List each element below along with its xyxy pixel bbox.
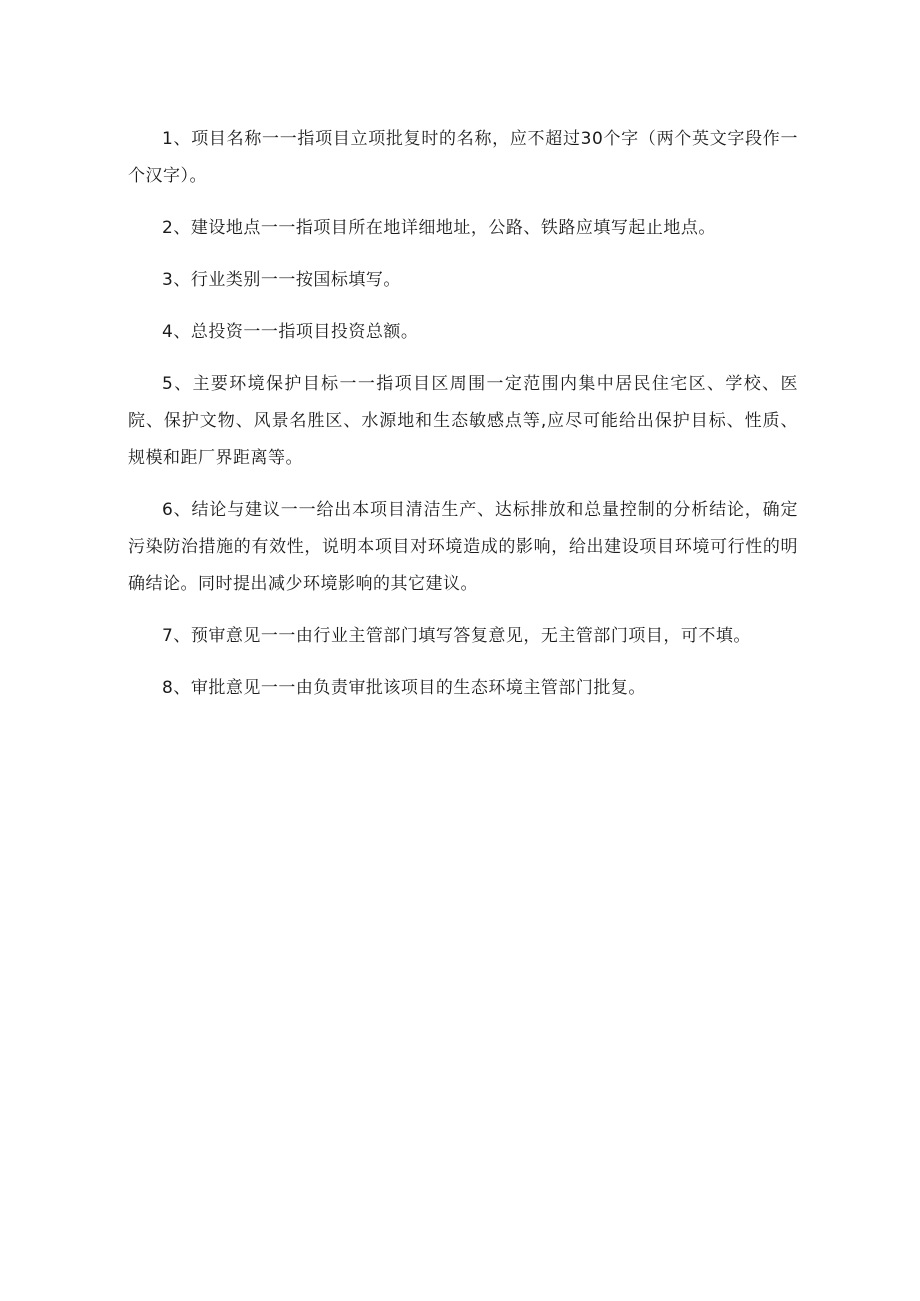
instruction-item-8: 8、审批意见一一由负责审批该项目的生态环境主管部门批复。	[162, 678, 646, 698]
instruction-item-2: 2、建设地点一一指项目所在地详细地址，公路、铁路应填写起止地点。	[162, 218, 716, 238]
instruction-item-7: 7、预审意见一一由行业主管部门填写答复意见，无主管部门项目，可不填。	[162, 626, 751, 646]
instruction-item-5: 5、主要环境保护目标一一指项目区周围一定范围内集中居民住宅区、学校、医院、保护文物、风景名胜区、水源地和生态敏感点等,应尽可能给出保护目标、性质、规模和距厂界距离等。	[128, 374, 798, 468]
instruction-item-1: 1、项目名称一一指项目立项批复时的名称，应不超过30个字（两个英文字段作一个汉字）。	[128, 129, 798, 186]
instruction-item-3: 3、行业类别一一按国标填写。	[162, 270, 401, 290]
instruction-item-4: 4、总投资一一指项目投资总额。	[162, 322, 419, 342]
instructions-list	[128, 121, 798, 722]
instruction-item-6: 6、结论与建议一一给出本项目清洁生产、达标排放和总量控制的分析结论，确定污染防治措施的有效性，说明本项目对环境造成的影响，给出建设项目环境可行性的明确结论。同时提出减少环境影响的其它建议。	[128, 500, 798, 594]
